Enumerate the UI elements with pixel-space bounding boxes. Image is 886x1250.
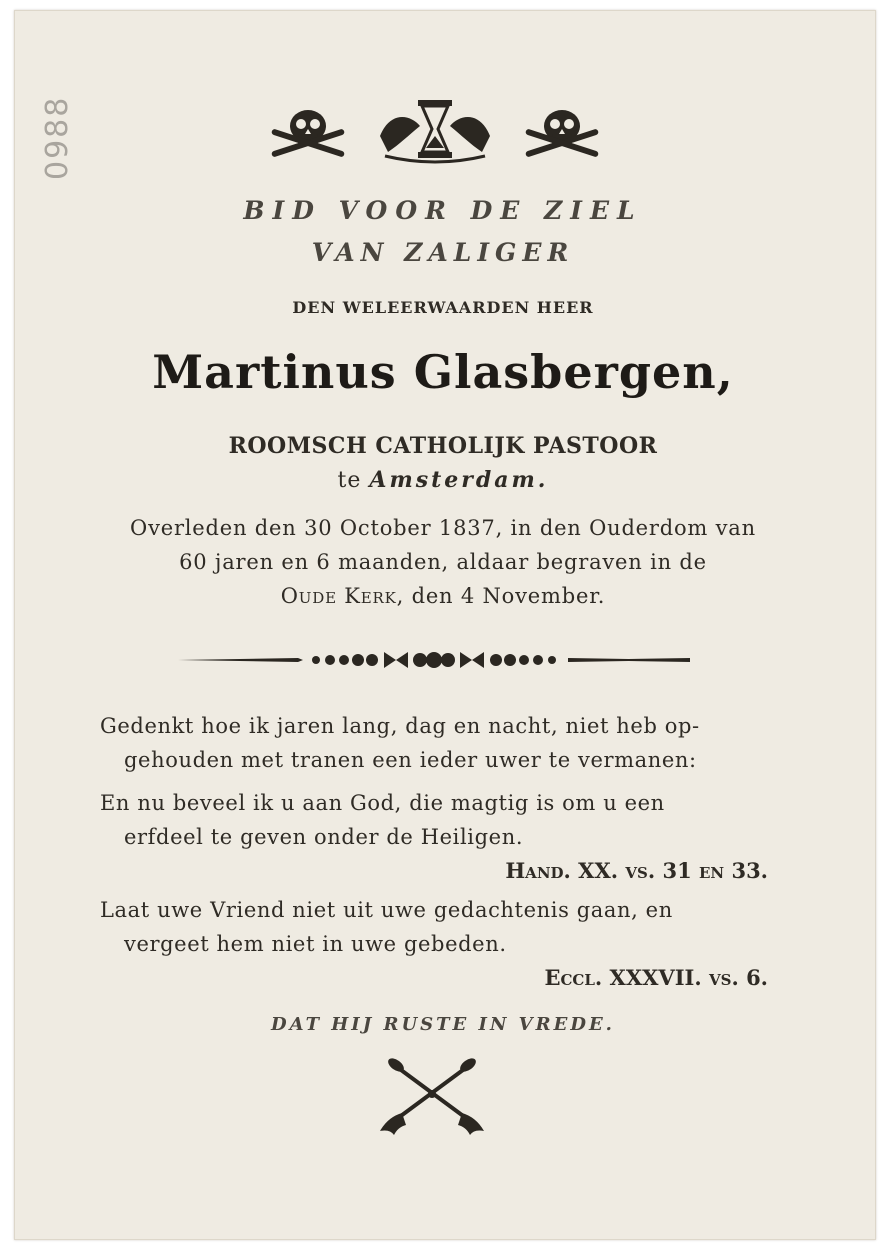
verse-3-line-1: Laat uwe Vriend niet uit uwe gedachtenis gaan, en (100, 898, 673, 922)
verse-2-line-2: erfdeel te geven onder de Heiligen. (124, 825, 524, 849)
verse-1-line-2: gehouden met tranen een ieder uwer te vermanen: (124, 748, 697, 772)
archive-number: 0988 (40, 95, 75, 180)
place-line (0, 467, 886, 493)
verse-2-reference: Hand. XX. vs. 31 en 33. (505, 858, 768, 883)
verse-2-line-1: En nu beveel ik u aan God, die magtig is om u een (100, 791, 665, 815)
closing-blessing: DAT HIJ RUSTE IN VREDE. (271, 1014, 615, 1035)
verse-3-reference: Eccl. XXXVII. vs. 6. (544, 965, 768, 990)
prayer-subheading: VAN ZALIGER (311, 238, 575, 267)
winged-hourglass-icon (380, 100, 490, 162)
burial-date: , den 4 November. (396, 584, 606, 608)
deceased-name: Martinus Glasbergen, (152, 345, 734, 399)
place-prefix: te (337, 468, 362, 493)
ornamental-divider (178, 647, 690, 673)
church-name: Oude Kerk (280, 584, 397, 608)
office-title: ROOMSCH CATHOLIJK PASTOOR (228, 433, 658, 459)
skull-hourglass-ornament (260, 96, 610, 168)
left-skull-icon (271, 110, 345, 158)
death-notice-line-3 (0, 584, 886, 608)
right-skull-icon (525, 110, 599, 158)
place-name: Amsterdam. (369, 467, 549, 493)
verse-3-line-2: vergeet hem niet in uwe gebeden. (124, 932, 507, 956)
death-notice-line-2: 60 jaren en 6 maanden, aldaar begraven in de (179, 550, 707, 574)
crossed-torches-icon (372, 1055, 492, 1140)
death-notice-line-1: Overleden den 30 October 1837, in den Ouderdom van (130, 516, 756, 540)
prayer-heading: BID VOOR DE ZIEL (243, 196, 643, 225)
honorific-title: DEN WELEERWAARDEN HEER (292, 298, 594, 317)
verse-1-line-1: Gedenkt hoe ik jaren lang, dag en nacht, niet heb op- (100, 714, 700, 738)
